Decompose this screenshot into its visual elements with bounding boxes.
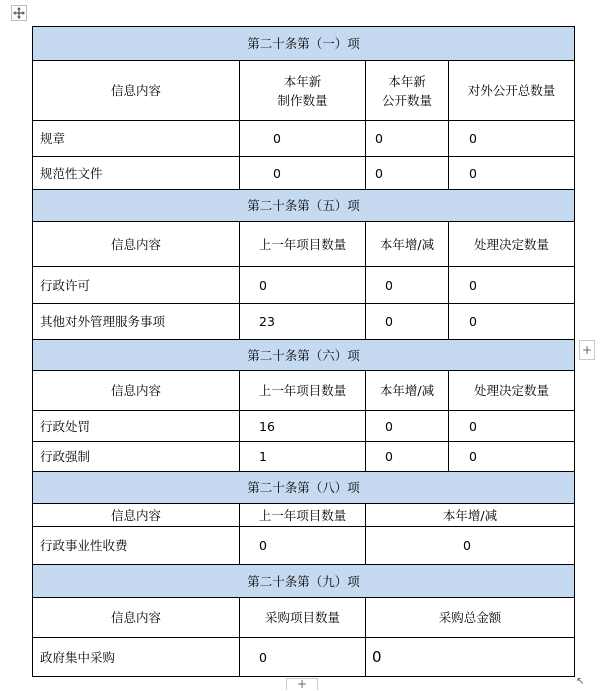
section2-row2-v2: 0 [385,314,393,329]
section1-header-new-made-line2: 制作数量 [277,92,328,108]
add-column-button[interactable]: + [579,340,595,360]
section4-header-prev: 上一年项目数量 [258,507,347,523]
section2-title: 第二十条第（五）项 [247,198,360,213]
table-resize-icon[interactable]: ↖ [576,676,585,687]
section3-row2-v1: 1 [259,449,267,464]
section2-header-prev: 上一年项目数量 [258,236,347,252]
section3-header-change: 本年增/减 [379,383,435,398]
section4-header-info: 信息内容 [110,507,161,523]
section1-row2-v2: 0 [375,165,383,181]
section3-row1-name: 行政处罚 [40,418,91,434]
section1-row1-v1: 0 [273,131,281,146]
section5-header-count: 采购项目数量 [264,610,340,625]
section5-header-amount: 采购总金额 [438,610,502,625]
section3-row1-v3: 0 [469,418,477,434]
section1-row2-v3: 0 [469,165,477,181]
section5-header-info: 信息内容 [110,610,161,625]
section5-row1-v1: 0 [259,649,267,665]
section2-header-change: 本年增/减 [379,236,435,252]
section1-header-info: 信息内容 [110,83,161,98]
section3-row2-v2: 0 [385,449,393,464]
section5-title: 第二十条第（九）项 [247,573,360,589]
add-row-button[interactable]: + [286,678,318,690]
section1-row1-v3: 0 [469,131,477,146]
section3-row1-v2: 0 [385,418,393,434]
section1-row2-name: 规范性文件 [40,165,103,181]
section1-header-new-made [240,61,365,120]
section1-title: 第二十条第（一）项 [247,36,360,51]
section4-row1-name: 行政事业性收费 [40,538,128,553]
section5-row1-v2: 0 [372,647,382,666]
section2-row2-v3: 0 [469,314,477,329]
section1-row1-v2: 0 [375,131,383,146]
section3-header-prev: 上一年项目数量 [258,383,347,398]
section3-header-info: 信息内容 [110,383,161,398]
section3-row2-name: 行政强制 [40,449,91,464]
section4-header-change: 本年增/减 [442,507,498,523]
section1-header-new-published [366,61,448,120]
section1-header-new-made-line1: 本年新 [283,73,322,89]
section4-row1-v1: 0 [259,538,267,553]
section2-row1-name: 行政许可 [40,277,91,293]
section4-title: 第二十条第（八）项 [247,480,360,495]
section1-header-total: 对外公开总数量 [467,83,556,98]
section2-row1-v1: 0 [259,277,267,293]
section2-header-info: 信息内容 [110,236,161,252]
section5-row1-name: 政府集中采购 [40,649,116,665]
section4-row1-v2: 0 [463,538,471,553]
section1-header-new-published-line1: 本年新 [388,73,426,89]
section2-row2-name: 其他对外管理服务事项 [40,314,166,329]
section1-header-new-published-line2: 公开数量 [381,92,432,108]
section2-row1-v2: 0 [385,277,393,293]
section3-row2-v3: 0 [469,449,477,464]
section1-row2-v1: 0 [273,165,281,181]
section1-row1-name: 规章 [40,131,66,146]
section3-row1-v1: 16 [259,418,275,434]
section3-title: 第二十条第（六）项 [247,347,360,363]
section2-row2-v1: 23 [259,314,275,329]
section2-header-decision: 处理决定数量 [473,236,549,252]
section3-header-decision: 处理决定数量 [473,383,549,398]
section2-row1-v3: 0 [469,277,477,293]
